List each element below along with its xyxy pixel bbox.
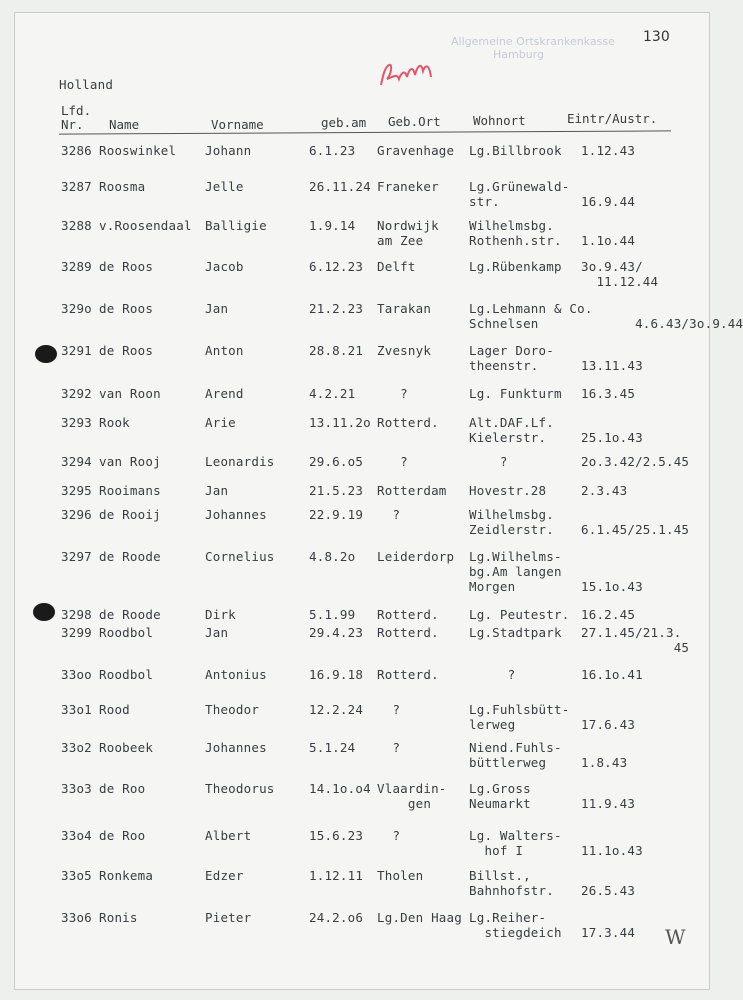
entry-exit-dates: 16.3.45 bbox=[581, 386, 636, 401]
residence: Lg.Gross bbox=[469, 781, 531, 796]
residence: Hovestr.28 bbox=[469, 483, 547, 498]
birth-place: Rotterd. bbox=[377, 607, 439, 622]
surname: de Roos bbox=[99, 301, 154, 316]
birth-date: 21.5.23 bbox=[309, 483, 364, 498]
birth-place: Delft bbox=[377, 259, 416, 274]
residence: hof I bbox=[469, 843, 524, 858]
first-name: Johannes bbox=[205, 740, 267, 755]
surname: Rook bbox=[99, 415, 130, 430]
birth-date: 13.11.2o bbox=[309, 415, 371, 430]
row-number: 33o4 bbox=[61, 828, 92, 843]
residence: stiegdeich bbox=[469, 925, 562, 940]
birth-date: 29.6.o5 bbox=[309, 454, 364, 469]
header-geb-am: geb.am bbox=[321, 115, 367, 130]
residence: Lg.Fuhlsbütt- bbox=[469, 702, 570, 717]
entry-exit-dates: 2.3.43 bbox=[581, 483, 628, 498]
entry-exit-dates: 45 bbox=[581, 640, 690, 655]
surname: Rooswinkel bbox=[99, 143, 177, 158]
birth-date: 12.2.24 bbox=[309, 702, 364, 717]
birth-date: 15.6.23 bbox=[309, 828, 364, 843]
surname: de Roo bbox=[99, 781, 146, 796]
residence: theenstr. bbox=[469, 358, 539, 373]
row-number: 3296 bbox=[61, 507, 92, 522]
entry-exit-dates: 16.2.45 bbox=[581, 607, 636, 622]
first-name: Jan bbox=[205, 625, 229, 640]
birth-date: 22.9.19 bbox=[309, 507, 364, 522]
first-name: Theodor bbox=[205, 702, 260, 717]
residence: str. bbox=[469, 194, 500, 209]
first-name: Jacob bbox=[205, 259, 244, 274]
birth-place: Rotterd. bbox=[377, 625, 439, 640]
surname: Roosma bbox=[99, 179, 146, 194]
entry-exit-dates: 3o.9.43/ bbox=[581, 259, 643, 274]
surname: de Roode bbox=[99, 607, 161, 622]
residence: Lg.Lehmann & Co. bbox=[469, 301, 593, 316]
residence: bg.Am langen bbox=[469, 564, 562, 579]
residence: Lg.Wilhelms- bbox=[469, 549, 562, 564]
first-name: Balligie bbox=[205, 218, 267, 233]
row-number: 3294 bbox=[61, 454, 92, 469]
residence: Zeidlerstr. bbox=[469, 522, 554, 537]
birth-place: Tholen bbox=[377, 868, 424, 883]
row-number: 33o1 bbox=[61, 702, 92, 717]
header-vorname: Vorname bbox=[211, 117, 264, 132]
row-number: 33o3 bbox=[61, 781, 92, 796]
row-number: 3293 bbox=[61, 415, 92, 430]
birth-date: 6.12.23 bbox=[309, 259, 364, 274]
birth-place: Franeker bbox=[377, 179, 439, 194]
header-name: Name bbox=[109, 117, 140, 132]
row-number: 3291 bbox=[61, 343, 92, 358]
handwritten-signature bbox=[375, 55, 439, 95]
row-number: 33o6 bbox=[61, 910, 92, 925]
entry-exit-dates: 11.1o.43 bbox=[581, 843, 643, 858]
entry-exit-dates: 1.12.43 bbox=[581, 143, 636, 158]
ink-blot bbox=[33, 603, 55, 621]
header-geb-ort: Geb.Ort bbox=[388, 114, 441, 129]
first-name: Jan bbox=[205, 483, 229, 498]
birth-place: ? bbox=[377, 702, 401, 717]
birth-date: 28.8.21 bbox=[309, 343, 364, 358]
birth-date: 24.2.o6 bbox=[309, 910, 364, 925]
entry-exit-dates: 27.1.45/21.3. bbox=[581, 625, 682, 640]
birth-place: ? bbox=[377, 740, 401, 755]
entry-exit-dates: 13.11.43 bbox=[581, 358, 643, 373]
birth-place: Tarakan bbox=[377, 301, 432, 316]
residence: Schnelsen bbox=[469, 316, 539, 331]
residence: Billst., bbox=[469, 868, 531, 883]
surname: de Rooij bbox=[99, 507, 161, 522]
birth-date: 1.9.14 bbox=[309, 218, 356, 233]
residence: Lg.Rübenkamp bbox=[469, 259, 562, 274]
residence: Niend.Fuhls- bbox=[469, 740, 562, 755]
birth-date: 29.4.23 bbox=[309, 625, 364, 640]
entry-exit-dates: 26.5.43 bbox=[581, 883, 636, 898]
birth-place: ? bbox=[377, 507, 401, 522]
first-name: Jan bbox=[205, 301, 229, 316]
birth-place: am Zee bbox=[377, 233, 424, 248]
initials-mark: W bbox=[665, 925, 686, 949]
birth-place: Lg.Den Haag bbox=[377, 910, 462, 925]
residence: Lg. Peutestr. bbox=[469, 607, 570, 622]
first-name: Albert bbox=[205, 828, 252, 843]
surname: de Roo bbox=[99, 828, 146, 843]
entry-exit-dates: 16.1o.41 bbox=[581, 667, 643, 682]
entry-exit-dates: 4.6.43/3o.9.44 bbox=[581, 316, 743, 331]
row-number: 3286 bbox=[61, 143, 92, 158]
residence: Morgen bbox=[469, 579, 516, 594]
entry-exit-dates: 2o.3.42/2.5.45 bbox=[581, 454, 690, 469]
first-name: Edzer bbox=[205, 868, 244, 883]
residence: Wilhelmsbg. bbox=[469, 218, 554, 233]
first-name: Jelle bbox=[205, 179, 244, 194]
birth-place: Rotterd. bbox=[377, 667, 439, 682]
residence: ? bbox=[469, 454, 508, 469]
surname: Roodbol bbox=[99, 625, 154, 640]
row-number: 33o5 bbox=[61, 868, 92, 883]
entry-exit-dates: 1.8.43 bbox=[581, 755, 628, 770]
residence: büttlerweg bbox=[469, 755, 547, 770]
birth-place: Rotterdam bbox=[377, 483, 447, 498]
birth-date: 6.1.23 bbox=[309, 143, 356, 158]
first-name: Arend bbox=[205, 386, 244, 401]
first-name: Anton bbox=[205, 343, 244, 358]
surname: Rooimans bbox=[99, 483, 161, 498]
residence: Kielerstr. bbox=[469, 430, 547, 445]
entry-exit-dates: 25.1o.43 bbox=[581, 430, 643, 445]
birth-place: Leiderdorp bbox=[377, 549, 455, 564]
row-number: 3288 bbox=[61, 218, 92, 233]
row-number: 3292 bbox=[61, 386, 92, 401]
row-number: 329o bbox=[61, 301, 92, 316]
entry-exit-dates: 17.3.44 bbox=[581, 925, 636, 940]
surname: Ronis bbox=[99, 910, 138, 925]
birth-place: Nordwijk bbox=[377, 218, 439, 233]
residence: Lg. Walters- bbox=[469, 828, 562, 843]
country-heading: Holland bbox=[59, 77, 114, 92]
row-number: 3297 bbox=[61, 549, 92, 564]
ink-blot bbox=[35, 345, 57, 363]
row-number: 33o2 bbox=[61, 740, 92, 755]
residence: lerweg bbox=[469, 717, 516, 732]
entry-exit-dates: 1.1o.44 bbox=[581, 233, 636, 248]
birth-date: 5.1.99 bbox=[309, 607, 356, 622]
row-number: 33oo bbox=[61, 667, 92, 682]
entry-exit-dates: 16.9.44 bbox=[581, 194, 636, 209]
stamp-line-1: Allgemeine Ortskrankenkasse bbox=[451, 35, 615, 48]
birth-date: 4.8.2o bbox=[309, 549, 356, 564]
header-eintr-austr: Eintr/Austr. bbox=[567, 111, 658, 126]
first-name: Cornelius bbox=[205, 549, 275, 564]
first-name: Antonius bbox=[205, 667, 267, 682]
residence: Wilhelmsbg. bbox=[469, 507, 554, 522]
header-lfd: Lfd. bbox=[61, 103, 92, 118]
surname: van Roon bbox=[99, 386, 161, 401]
page-number: 130 bbox=[643, 29, 670, 45]
entry-exit-dates: 11.12.44 bbox=[581, 274, 659, 289]
surname: v.Roosendaal bbox=[99, 218, 192, 233]
entry-exit-dates: 6.1.45/25.1.45 bbox=[581, 522, 690, 537]
residence: Lg. Funkturm bbox=[469, 386, 562, 401]
residence: Neumarkt bbox=[469, 796, 531, 811]
stamp bbox=[451, 35, 615, 61]
row-number: 3287 bbox=[61, 179, 92, 194]
surname: Ronkema bbox=[99, 868, 154, 883]
surname: Roobeek bbox=[99, 740, 154, 755]
birth-place: ? bbox=[377, 454, 408, 469]
first-name: Johann bbox=[205, 143, 252, 158]
surname: de Roos bbox=[99, 259, 154, 274]
row-number: 3289 bbox=[61, 259, 92, 274]
residence: Lager Doro- bbox=[469, 343, 554, 358]
birth-date: 1.12.11 bbox=[309, 868, 364, 883]
first-name: Theodorus bbox=[205, 781, 275, 796]
birth-date: 14.1o.o4 bbox=[309, 781, 371, 796]
first-name: Leonardis bbox=[205, 454, 275, 469]
residence: Rothenh.str. bbox=[469, 233, 562, 248]
residence: Alt.DAF.Lf. bbox=[469, 415, 554, 430]
birth-date: 16.9.18 bbox=[309, 667, 364, 682]
row-number: 3298 bbox=[61, 607, 92, 622]
birth-date: 4.2.21 bbox=[309, 386, 356, 401]
birth-place: Zvesnyk bbox=[377, 343, 432, 358]
surname: Roodbol bbox=[99, 667, 154, 682]
entry-exit-dates: 17.6.43 bbox=[581, 717, 636, 732]
header-wohnort: Wohnort bbox=[473, 113, 526, 128]
residence: Lg.Billbrook bbox=[469, 143, 562, 158]
residence: Lg.Reiher- bbox=[469, 910, 547, 925]
residence: Bahnhofstr. bbox=[469, 883, 554, 898]
birth-place: gen bbox=[377, 796, 432, 811]
surname: de Roos bbox=[99, 343, 154, 358]
first-name: Dirk bbox=[205, 607, 236, 622]
birth-date: 26.11.24 bbox=[309, 179, 371, 194]
entry-exit-dates: 11.9.43 bbox=[581, 796, 636, 811]
stamp-line-2: Hamburg bbox=[493, 48, 544, 61]
birth-place: Gravenhage bbox=[377, 143, 455, 158]
birth-place: Vlaardin- bbox=[377, 781, 447, 796]
row-number: 3299 bbox=[61, 625, 92, 640]
first-name: Arie bbox=[205, 415, 236, 430]
birth-place: Rotterd. bbox=[377, 415, 439, 430]
first-name: Johannes bbox=[205, 507, 267, 522]
row-number: 3295 bbox=[61, 483, 92, 498]
first-name: Pieter bbox=[205, 910, 252, 925]
residence: Lg.Stadtpark bbox=[469, 625, 562, 640]
surname: van Rooj bbox=[99, 454, 161, 469]
header-nr: Nr. bbox=[61, 117, 84, 132]
header-underline bbox=[59, 130, 671, 134]
entry-exit-dates: 15.1o.43 bbox=[581, 579, 643, 594]
surname: de Roode bbox=[99, 549, 161, 564]
birth-place: ? bbox=[377, 386, 408, 401]
birth-date: 21.2.23 bbox=[309, 301, 364, 316]
birth-place: ? bbox=[377, 828, 401, 843]
birth-date: 5.1.24 bbox=[309, 740, 356, 755]
residence: ? bbox=[469, 667, 516, 682]
residence: Lg.Grünewald- bbox=[469, 179, 570, 194]
document-page bbox=[14, 12, 743, 990]
surname: Rood bbox=[99, 702, 130, 717]
